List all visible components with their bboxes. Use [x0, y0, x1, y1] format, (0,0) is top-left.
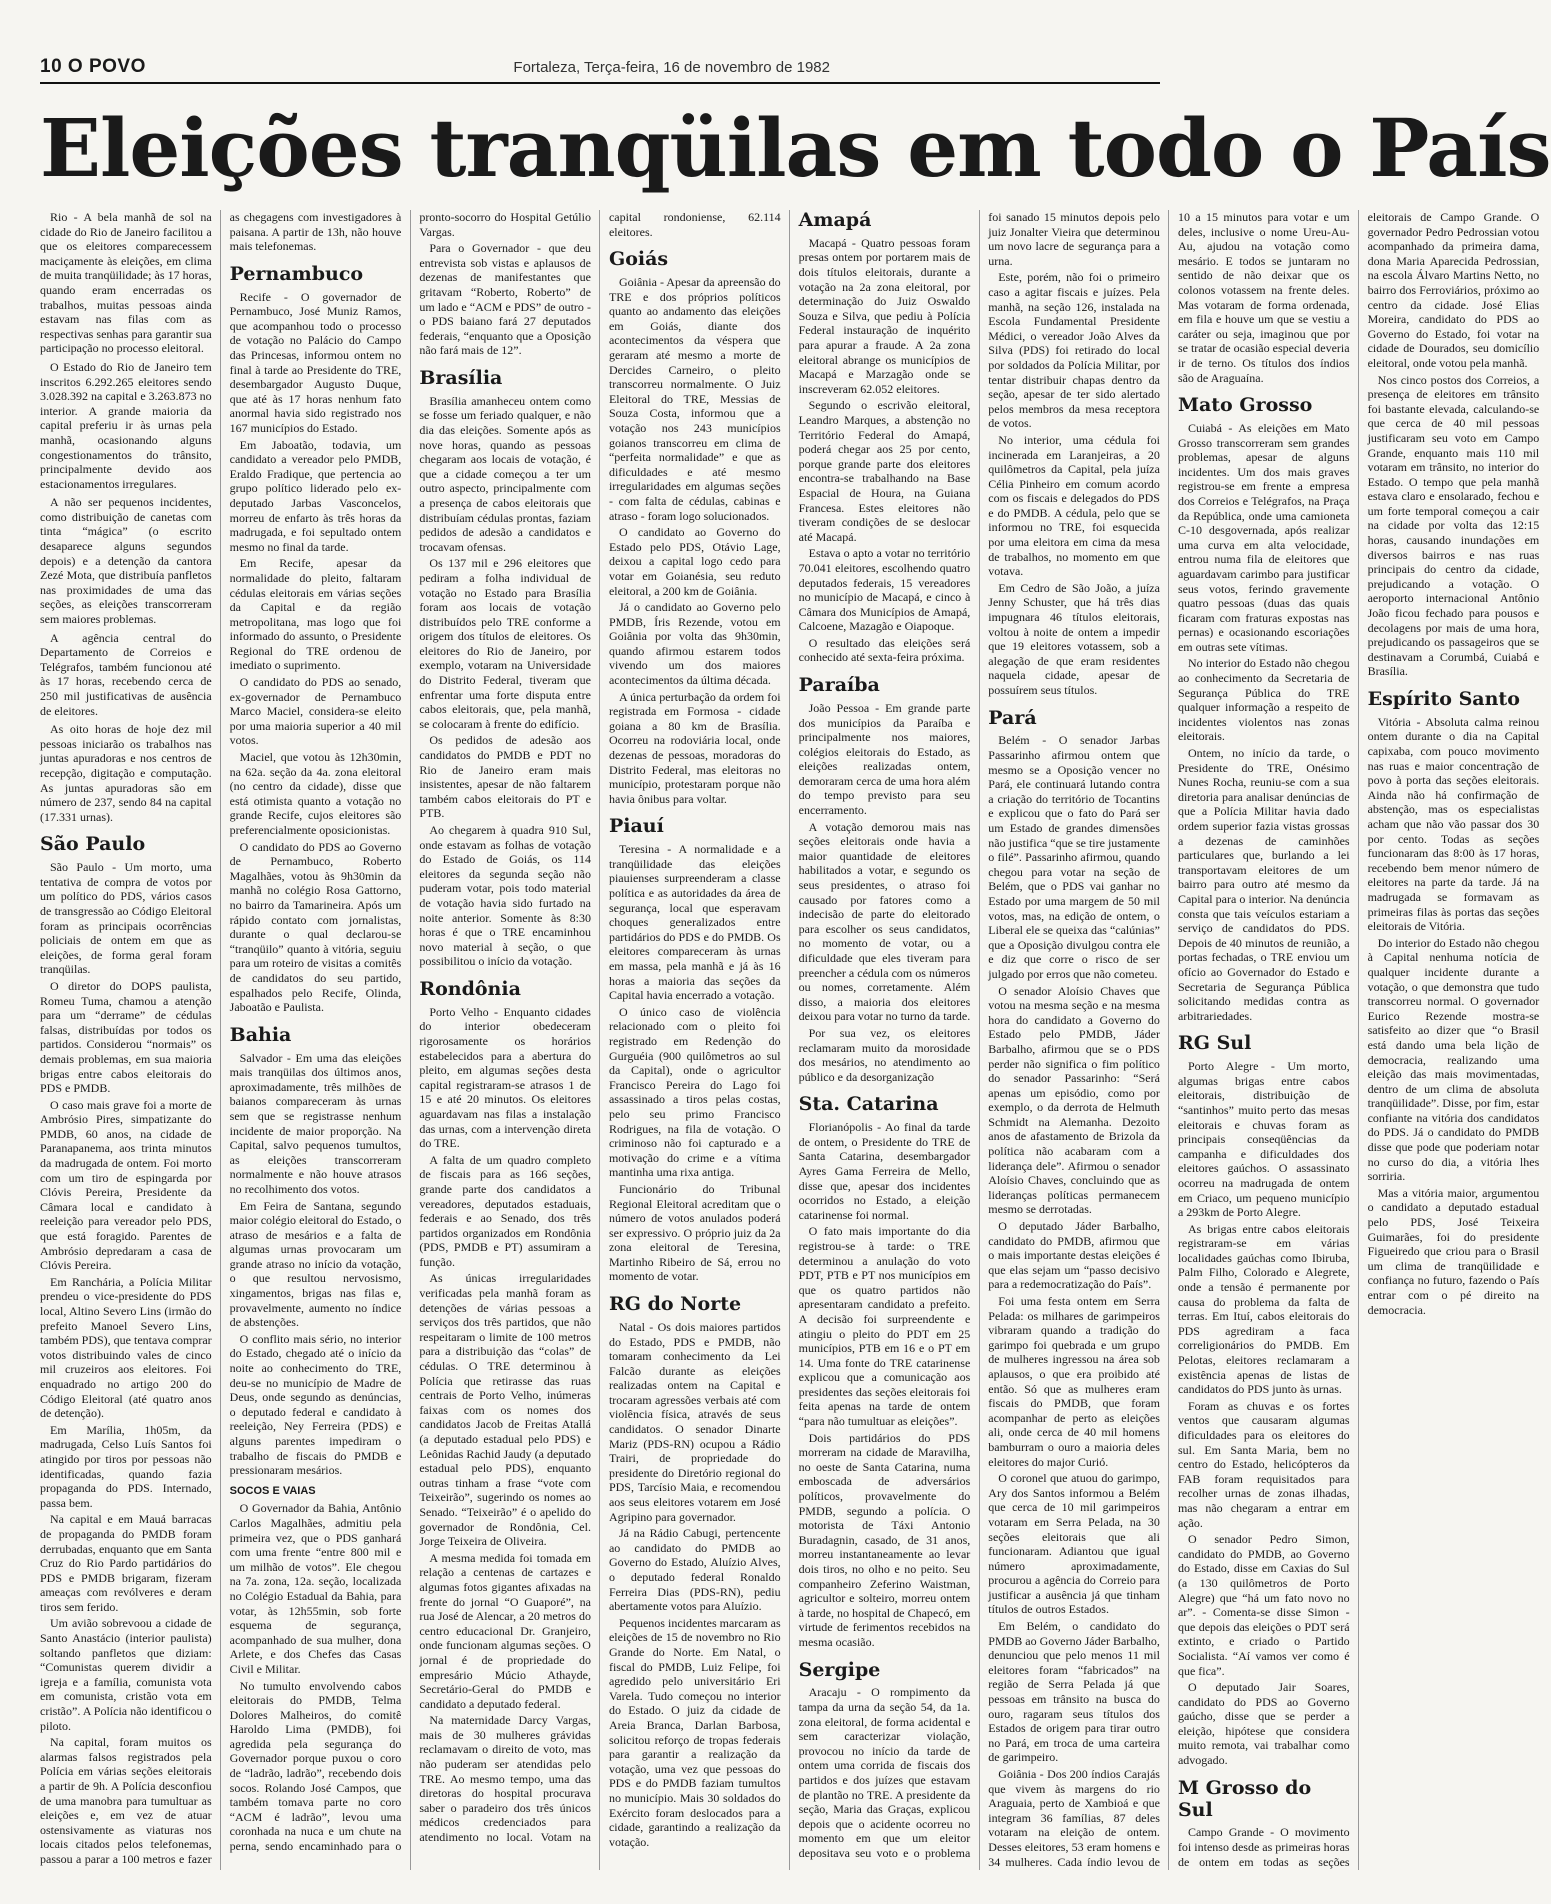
region-section: [1178, 395, 1350, 1023]
section-paragraph: No tumulto envolvendo cabos eleitorais do PMDB, Telma Dolores Malheiros, do comitê Haroldo Lima (PMDB), foi agredida pela segurança do Governador porque puxou o coro de “ladrão, ladrão”, recebendo dois socos. Rolando José Campos, que também tomava parte no coro “ACM é ladrão”, levou uma coronhada na nuca e um chute na perna, sendo encaminhado para o pronto-socorro do Hospital Getúlio Vargas.: [229, 210, 591, 1854]
section-paragraph: O diretor do DOPS paulista, Romeu Tuma, chamou a atenção para um “derrame” de cédulas falsas, distribuídas por todos os partidos. Considerou “normais” os demais problemas, em sua maioria brigas entre cabos eleitorais do PDS e PMDB.: [40, 978, 212, 1096]
section-paragraph: O único caso de violência relacionado com o pleito foi registrado em Redenção do Gurguéia (900 quilômetros ao sul da Capital), onde o agricultor Francisco Pereira do Lago foi assassinado a tiros pelas costas, pelo seu primo Francisco Rodrigues, na fila de votação. O criminoso não foi capturado e a motivação do crime e a vítima mantinha uma rixa antiga.: [608, 1004, 781, 1180]
section-paragraph: O caso mais grave foi a morte de Ambrósio Pires, simpatizante do PMDB, 60 anos, na cidade de Paranapanema, aos trinta minutos da madrugada de ontem. Foi morto com um tiro de espingarda por Clóvis Pereira, Presidente da Câmara local e candidato à reeleição para vereador pelo PDS, que está foragido. Parentes de Ambrósio depredaram a casa de Clóvis Pereira.: [40, 1097, 212, 1273]
section-paragraph: Cuiabá - As eleições em Mato Grosso transcorreram sem grandes problemas, apesar de alguns incidentes. Um dos mais graves registrou-se em frente a empresa dos Correios e Telégrafos, na Praça da República, onde uma camioneta C-10 desgovernada, após realizar uma curva em alta velocidade, entrou numa fila de eleitores que aguardavam carimbo para justificar seus votos, ferindo gravemente quatro pessoas (duas das quais ficaram com fraturas expostas nas pernas) e ocasionando escoriações em outras sete vítimas.: [1177, 420, 1350, 654]
region-section: [609, 816, 781, 1284]
section-heading: Sergipe: [798, 1658, 881, 1681]
section-paragraph: Por sua vez, os eleitores reclamaram muito da morosidade dos mesários, no atendimento ao público e da desorganização: [798, 1025, 971, 1084]
region-section: [799, 210, 971, 665]
section-heading: Espírito Santo: [1367, 688, 1520, 710]
section-paragraph: Florianópolis - Ao final da tarde de ontem, o Presidente do TRE de Santa Catarina, desembargador Ayres Gama Ferreira de Mello, disse que, apesar dos incidentes ocorridos no Estado, a eleição catarinense foi normal.: [798, 1120, 971, 1222]
section-paragraph: Recife - O governador de Pernambuco, José Muniz Ramos, que acompanhou todo o processo de votação no Palácio do Campo das Princesas, informou ontem no final à tarde ao Presidente do TRE, desembargador Augusto Duque, que até às 17 horas nenhum fato anormal havia sido registrado nos 167 municípios do Estado.: [229, 289, 402, 435]
section-paragraph: O fato mais importante do dia registrou-se à tarde: o TRE determinou a anulação do voto PDT, PTB e PT nos municípios em que os quatro partidos não apresentaram candidato a prefeito. A decisão foi surpreendente e atingiu o pleito do PDT em 25 municípios, PTB em 16 e o PT em 14. Uma fonte do TRE catarinense explicou que a comunicação aos presidentes das seções eleitorais foi feita apenas na tarde de ontem “para não tumultuar as eleições”.: [798, 1224, 971, 1429]
headline: Eleições tranqüilas em todo o País: [40, 101, 1551, 195]
section-paragraph: Goiânia - Apesar da apreensão do TRE e dos próprios políticos quanto ao andamento das eleições em Goiás, diante dos acontecimentos da véspera que geraram até mesmo a morte de Dercides Carneiro, o pleito transcorreu normalmente. O Juiz Eleitoral do TRE, Messias de Souza Costa, informou que a votação nos 243 municípios goianos transcorreu em clima de “perfeita normalidade” e que as dificuldades e até mesmo irregularidades em algumas seções - com falta de cédulas, cabinas e atraso - foram logo solucionados.: [608, 275, 781, 523]
section-paragraph: Em Recife, apesar da normalidade do pleito, faltaram cédulas eleitorais em várias seções da Capital e da região metropolitana, mas logo que foi informado do assunto, o Presidente Regional do TRE ordenou de imediato o suprimento.: [229, 556, 402, 673]
section-paragraph: O resultado das eleições será conhecido até sexta-feira próxima.: [798, 635, 971, 665]
section-paragraph: Teresina - A normalidade e a tranqüilidade das eleições piauienses surpreenderam a classe política e as autoridades da área de segurança, local que esperavam choques generalizados entre partidários do PDS e do PMDB. Os eleitores compareceram às urnas em massa, pela manhã e já às 16 horas a maioria das seções da Capital havia encerrado a votação.: [608, 842, 781, 1003]
section-paragraph: Já na Rádio Cabugi, pertencente ao candidato do PMDB ao Governo do Estado, Aluízio Alves, o deputado federal Ronaldo Ferreira Dias (PDS-RN), pediu abertamente votos para Aluízio.: [608, 1526, 781, 1614]
region-section: [609, 1294, 781, 1849]
section-paragraph: Foram as chuvas e os fortes ventos que causaram algumas dificuldades para os eleitores do sul. Em Santa Maria, bem no centro do Estado, helicópteros da FAB foram requisitados para recolher urnas de zonas ilhadas, mas não chegaram a entrar em ação.: [1177, 1398, 1350, 1530]
section-heading: RG do Norte: [608, 1293, 742, 1316]
section-heading: Pernambuco: [229, 262, 364, 285]
dateline: Fortaleza, Terça-feira, 16 de novembro de 1982: [513, 59, 830, 76]
section-paragraph: Do interior do Estado não chegou à Capital nenhuma notícia de qualquer incidente durante a votação, o que demonstra que tudo transcorreu normal. O governador Eurico Rezende mostra-se satisfeito ao dizer que “o Brasil está dando uma bela lição de democracia, realizando uma eleição das mais movimentadas, dentro de um clima de absoluta tranqüilidade”. Disse, por fim, estar confiante na vitória dos candidatos do PDS. Já o candidato do PMDB disse que pode que poderiam notar no curso do dia, a vitória lhes sorriria.: [1367, 935, 1540, 1184]
lead-paragraph: O Estado do Rio de Janeiro tem inscritos 6.292.265 eleitores sendo 3.028.392 na capital e 3.263.873 no interior. A grande maioria da capital preferiu ir às urnas pela manhã, ocasionando alguns congestionamentos do trânsito, principalmente devido aos estacionamentos irregulares.: [40, 359, 212, 491]
section-heading: M Grosso do Sul: [1177, 1776, 1312, 1821]
section-paragraph: Para o Governador - que deu entrevista sob vistas e aplausos de dezenas de manifestantes que gritavam “Roberto, Roberto” de um lado e “ACM e PDS” de outro - o PDS baiano fará 27 deputados federais, “enquanto que a Oposição não fará mais de 12”.: [419, 241, 591, 358]
masthead: [40, 56, 1160, 84]
region-section: [799, 1094, 971, 1649]
section-paragraph: Maciel, que votou às 12h30min, na 62a. seção da 4a. zona eleitoral (no centro da cidade), disse que está otimista quanto a votação no grande Recife, cujos eleitores são preferencialmente oposicionistas.: [229, 750, 402, 837]
lead-paragraph: Rio - A bela manhã de sol na cidade do Rio de Janeiro facilitou a que os eleitores comparecessem maciçamente às eleições, em clima de muita tranqüilidade; às 17 horas, quando eram encerradas os trabalhos, muitas pessoas ainda estavam nas filas com as respectivas senhas para garantir sua participação no processo eleitoral.: [40, 210, 212, 356]
section-paragraph: Belém - O senador Jarbas Passarinho afirmou ontem que mesmo se a Oposição vencer no Pará, ele continuará lutando contra a criação do território de Tocantins e explicou que o fato do Pará ser um Estado de grandes dimensões não justifica “que se tire justamente o filé”. Passarinho afirmou, quando chegou para votar na seção de Belém, que o PDS vai ganhar no Estado por uma margem de 50 mil votos, mas, na edição de ontem, o Liberal ele se queixa das “calúnias” que a Oposição divulgou contra ele e diz que corre o risco de ser julgado por erros que não cometeu.: [988, 733, 1160, 981]
section-paragraph: Em Feira de Santana, segundo maior colégio eleitoral do Estado, o atraso de mesários e a falta de algumas urnas provocaram um grande atraso no início da votação, o que resultou nervosismo, xingamentos, brigas nas filas e, provavelmente, aumento no índice de abstenções.: [229, 1198, 402, 1330]
section-paragraph: A única perturbação da ordem foi registrada em Formosa - cidade goiana a 80 km de Brasília. Ocorreu na rodoviária local, onde dezenas de pessoas, moradoras do Distrito Federal, mas eleitoras no município, protestaram porque não havia ônibus para voltar.: [608, 689, 781, 806]
section-paragraph: Pequenos incidentes marcaram as eleições de 15 de novembro no Rio Grande do Norte. Em Natal, o fiscal do PMDB, Luiz Felipe, foi agredido pelo universitário Eri Varela. Tudo começou no interior do Estado. O juiz da cidade de Areia Branca, Darlan Barbosa, solicitou reforço de tropas federais para garantir a realização da votação, uma vez que pessoas do PDS e do PMDB faziam tumultos no município. Mais 30 soldados do Exército foram deslocados para a cidade, garantindo a realização da votação.: [608, 1615, 781, 1849]
section-paragraph: As brigas entre cabos eleitorais registraram-se em várias localidades gaúchas como Ibiruba, Palm Filho, Colorado e Alegrete, onde a tensão é permanente por causa do problema da falta de terras. Em Ituí, cabos eleitorais do PDS agrediram a faca correligionários do PMDB. Em Pelotas, eleitores reclamaram a existência apenas de listas de candidatos do PDS junto às urnas.: [1177, 1221, 1350, 1397]
page-number: 10 O POVO: [40, 56, 146, 77]
region-section: [1178, 1033, 1350, 1767]
region-section: [799, 675, 971, 1084]
section-paragraph: Estava o apto a votar no território 70.041 eleitores, escolhendo quatro deputados federais, 15 vereadores no município de Macapá, e cinco à Câmara dos Municípios de Amapá, Calcoene, Mazagão e Oiapoque.: [798, 546, 971, 634]
section-paragraph: Segundo o escrivão eleitoral, Leandro Marques, a abstenção no Território Federal do Amapá, poderá chegar aos 25 por cento, porque grande parte dos eleitores encontra-se trabalhando na Base Espacial de Houra, na Guiana Francesa. Estes eleitores não tiveram condições de se deslocar até Macapá.: [798, 398, 971, 544]
section-paragraph: Na maternidade Darcy Vargas, mais de 30 mulheres grávidas reclamavam o direito de voto, mas não puderam ser atendidas pelo TRE. Ao mesmo tempo, uma das diretoras do hospital procurava saber o paradeiro dos três únicos médicos credenciados para atendimento no local. Votam na capital rondoniense, 62.114 eleitores.: [419, 210, 781, 1845]
section-paragraph: Funcionário do Tribunal Regional Eleitoral acreditam que o número de votos anulados poderá ser expressivo. O próprio juiz da 2a zona eleitoral de Teresina, Martinho Ribeiro de Sá, errou no momento de votar.: [608, 1181, 781, 1284]
section-paragraph: Em Jaboatão, todavia, um candidato a vereador pelo PMDB, Eraldo Fradique, que pertencia ao grupo político liderado pelo ex-deputado Jarbas Vasconcelos, morreu de enfarto às três horas da madrugada, e foi sepultado ontem mesmo no final da tarde.: [229, 437, 402, 554]
lead-paragraph: As oito horas de hoje dez mil pessoas iniciarão os trabalhos nas juntas apuradoras e nos centros de recepção, digitação e computação. As juntas apuradoras são em número de 237, sendo 84 na capital (17.331 urnas).: [40, 722, 212, 824]
section-paragraph: O candidato do PDS ao Governo de Pernambuco, Roberto Magalhães, votou às 9h30min da manhã no colégio Rosa Gattorno, no bairro da Tamarineira. Após um rápido contato com jornalistas, durante o qual declarou-se “tranqüilo” quanto à vitória, seguiu para um roteiro de visitas a comitês de candidatos do seu partido, espalhados pelo Recife, Olinda, Jaboatão e Paulista.: [229, 839, 402, 1015]
section-paragraph: A falta de um quadro completo de fiscais para as 166 seções, grande parte dos candidatos a vereadores, deputados estaduais, federais e ao Senado, dos três partidos organizados em Rondônia (PDS, PMDB e PT) assumiram a função.: [419, 1152, 591, 1269]
section-paragraph: Salvador - Em uma das eleições mais tranqüilas dos últimos anos, aproximadamente, três milhões de baianos compareceram às urnas sem que se registrasse nenhum incidente de maior proporção. Na Capital, salvo pequenos tumultos, as eleições transcorreram normalmente e não houve atrasos no recolhimento dos votos.: [229, 1050, 402, 1196]
section-paragraph: Mas a vitória maior, argumentou o candidato a deputado estadual pelo PDS, José Teixeira Guimarães, foi do presidente Figueiredo que criou para o Brasil um clima de tranqüilidade e confiança no futuro, fazendo o País entrar com o pé direito na democracia.: [1367, 1185, 1540, 1317]
section-heading: Goiás: [608, 248, 669, 271]
section-paragraph: A mesma medida foi tomada em relação a centenas de cartazes e algumas fotos gigantes afixadas na frente do jornal “O Guaporé”, na rua José de Alencar, a 20 metros do centro educacional Dr. Granjeiro, onde funcionam algumas seções. O jornal é de propriedade do empresário Múcio Athayde, Secretário-Geral do PMDB e candidato a deputado federal.: [419, 1550, 591, 1711]
section-paragraph: A votação demorou mais nas seções eleitorais onde havia a maior quantidade de eleitores habilitados a votar, e segundo os seus presidentes, o atraso foi causado por fatores como a indecisão de parte do eleitorado para escolher os seus candidatos, no momento de votar, ou a dificuldade que eles tiveram para preencher a cédula com os números ou nomes, corretamente. Além disso, a maioria dos eleitores deixou para votar no turno da tarde.: [798, 819, 971, 1024]
lead-paragraph: A não ser pequenos incidentes, como distribuição de canetas com tinta “mágica” (o escrito desaparece alguns segundos depois) e a detenção da cantora Zezé Mota, que distribuía panfletos nas proximidades de uma das seções, as eleições transcorreram sem maiores problemas.: [40, 495, 212, 627]
section-paragraph: Dois partidários do PDS morreram na cidade de Maravilha, no oeste de Santa Catarina, numa emboscada de adversários políticos, provavelmente do PMDB, segundo a polícia. O motorista de Táxi Antonio Buradagnin, casado, de 31 anos, morreu instantaneamente ao levar dois tiros, no olho e no peito. Seu companheiro Zeferino Waistman, agricultor e solteiro, morreu ontem à tarde, no hospital de Chapecó, em virtude de ferimentos recebidos na mesma ocasião.: [798, 1430, 971, 1649]
section-paragraph: Os pedidos de adesão aos candidatos do PMDB e PDT no Rio de Janeiro eram mais insistentes, apesar de não faltarem também cabos eleitorais do PT e PTB.: [419, 733, 591, 821]
section-paragraph: Em Cedro de São João, a juíza Jenny Schuster, que há três dias impugnara 46 títulos eleitorais, voltou à noite de ontem a impedir que 19 eleitores votassem, sob a alegação de que eram residentes naquela cidade, apesar de possuírem seus títulos.: [988, 580, 1160, 697]
section-paragraph: Porto Velho - Enquanto cidades do interior obedeceram rigorosamente os horários estabelecidos para a abertura do pleito, em algumas seções desta capital registraram-se atrasos 1 de 15 e até 20 minutos. Os eleitores aguardavam nas filas a instalação das urnas, com a intervenção direta do TRE.: [419, 1004, 591, 1151]
section-paragraph: Ao chegarem à quadra 910 Sul, onde estavam as folhas de votação do Estado de Goiás, os 114 eleitores da segunda seção não puderam votar, pois todo material de votação havia sido furtado na noite anterior. Somente às 8:30 horas é que o TRE encaminhou novo material à seção, o que possibilitou o início da votação.: [419, 823, 591, 969]
section-paragraph: Em Belém, o candidato do PMDB ao Governo Jáder Barbalho, denunciou que pelo menos 11 mil eleitores foram “fabricados” na região de Serra Pelada já que pessoas em trânsito na busca do ouro, ragaram seus títulos dos Estados de origem para tirar outro no Pará, em troca de uma carteira de garimpeiro.: [988, 1619, 1160, 1765]
section-paragraph: O senador Pedro Simon, candidato do PMDB, ao Governo do Estado, disse em Caxias do Sul (a 130 quilômetros de Porto Alegre) que “há um fato novo no ar”. - Comenta-se disse Simon - que depois das eleições o PDT será extinto, e criado o Partido Socialista. “Aí vamos ver como é que fica”.: [1177, 1532, 1350, 1678]
section-paragraph: As únicas irregularidades verificadas pela manhã foram as detenções de várias pessoas a serviços dos três partidos, que não respeitaram o limite de 100 metros para a distribuição das “colas” de cédulas. O TRE determinou à Polícia que retirasse das ruas centrais de Porto Velho, inúmeras faixas com os nomes dos candidatos Jacob de Freitas Atallá (a deputado estadual pelo PDS) e Leônidas Rachid Jaudy (a deputado estadual pelo PDS), enquanto outras tinham a frase “vote com Teixeirão”, sugerindo os nomes ao Senado. “Teixeirão” é o apelido do governador de Rondônia, Cel. Jorge Teixeira de Oliveira.: [419, 1271, 591, 1549]
section-heading: Brasília: [419, 366, 503, 389]
section-paragraph: Brasília amanheceu ontem como se fosse um feriado qualquer, e não dia das eleições. Somente após as nove horas, quando as pessoas chegaram aos locais de votação, é que a cidade começou a ter um outro aspecto, principalmente com a presença de cabos eleitorais que distribuíam cédulas prontas, faziam pedidos de adesão a candidatos e trocavam ofensas.: [419, 393, 591, 554]
section-heading: RG Sul: [1177, 1032, 1252, 1055]
section-heading: Pará: [988, 706, 1037, 729]
article-body: [40, 209, 1540, 1870]
section-heading: Mato Grosso: [1177, 394, 1313, 417]
section-paragraph: Foi uma festa ontem em Serra Pelada: os milhares de garimpeiros vibraram quando a tradição do garimpo foi quebrada e um grupo de mulheres ingressou na área sob aplausos, o que era proibido até então. Só que as mulheres eram fiscais do PMDB, que foram acompanhar de perto as eleições ali, onde cerca de 40 mil homens bamburram o ouro a maioria deles eleitores do major Curió.: [988, 1294, 1160, 1469]
section-paragraph: O conflito mais sério, no interior do Estado, chegado até o início da noite ao conhecimento do TRE, deu-se no município de Madre de Deus, onde segundo as denúncias, o deputado federal e candidato à reeleição, Ney Ferreira (PDS) e alguns parentes impediram o trabalho de fiscais do PMDB e pressionaram mesários.: [229, 1331, 402, 1478]
region-section: [419, 368, 591, 969]
section-paragraph: O candidato ao Governo do Estado pelo PDS, Otávio Lage, deixou a capital logo cedo para votar em Goianésia, seu reduto eleitoral, a 200 km de Goiânia.: [608, 525, 781, 598]
section-paragraph: O deputado Jair Soares, candidato do PDS ao Governo gaúcho, disse que se perder a eleição, hipótese que considera muito remota, vai trabalhar como advogado.: [1177, 1680, 1350, 1768]
section-paragraph: Os 137 mil e 296 eleitores que pediram a folha individual de votação no Estado para Brasília foram aos locais de votação distribuídos pelo TRE conforme a origem dos títulos de eleitores. Os eleitores do Rio de Janeiro, por exemplo, votaram na Universidade do Distrito Federal, tiveram que enfrentar uma forte disputa entre cabos eleitorais, que, pela manhã, se colocaram à frente do edifício.: [419, 556, 591, 731]
section-paragraph: No interior, uma cédula foi incinerada em Laranjeiras, a 20 quilômetros da Capital, pela juíza Célia Pinheiro em comum acordo com os fiscais e delegados do PDS e do PMDB. A cédula, pelo que se informou no TRE, foi esquecida por uma eleitora em cima da mesa de trabalhos, no momento em que votava.: [988, 432, 1160, 579]
section-paragraph: Vitória - Absoluta calma reinou ontem durante o dia na Capital capixaba, com pouco movimento nas ruas e maior concentração de povo à porta das seções eleitorais. Ainda não há confirmação de abstenção, mas os especialistas acham que não vão passar dos 30 por cento. Todas as seções funcionaram das 8:00 às 17 horas, recebendo bem menor número de eleitores na parte da tarde. Já na madrugada se formavam as primeiras filas às portas das seções eleitorais de Vitória.: [1367, 714, 1540, 934]
subsection-heading: SOCOS E VAIAS: [229, 1484, 316, 1497]
section-paragraph: São Paulo - Um morto, uma tentativa de compra de votos por um político do PDS, vários casos de transgressão ao Código Eleitoral foram as principais ocorrências policiais de ontem em que as eleições, de forma geral foram tranqüilas.: [40, 860, 212, 977]
section-paragraph: Macapá - Quatro pessoas foram presas ontem por portarem mais de dois títulos eleitorais, durante a votação na 2a zona eleitoral, por determinação do Juiz Oswaldo Souza e Silva, que pediu à Polícia Federal instauração de inquérito para apurar a fraude. A 2a zona eleitoral abrange os municípios de Macapá e Marzagão onde se inscreveram 62.052 eleitores.: [798, 235, 971, 396]
region-section: [609, 249, 781, 806]
section-paragraph: Em Marília, 1h05m, da madrugada, Celso Luís Santos foi atingido por tiros por pessoas não identificadas, quando fazia propaganda do PDS. Internado, passa bem.: [40, 1422, 212, 1510]
region-section: [1368, 689, 1540, 1317]
section-paragraph: Em Ranchária, a Polícia Militar prendeu o vice-presidente do PDS local, Altino Severo Lins (irmão do prefeito Manoel Severo Lins, também PDS), que tentava comprar votos distribuindo vales de cinco mil cruzeiros aos eleitores. Foi enquadrado no artigo 200 do Código Eleitoral (até quatro anos de detenção).: [40, 1274, 212, 1421]
section-paragraph: No interior do Estado não chegou ao conhecimento da Secretaria de Segurança Pública do TRE qualquer informação a respeito de incidentes violentos nas zonas eleitorais.: [1177, 656, 1350, 744]
section-heading: Rondônia: [419, 977, 521, 1000]
section-paragraph: Aracaju - O rompimento da tampa da urna da seção 54, da 1a. zona eleitoral, de forma acidental e sem caracterizar violação, provocou no início da tarde de ontem uma corrida de fiscais dos partidos e dos juízes que estavam de plantão no TRE. A presidente da seção, Maria das Graças, explicou depois que o acidente ocorreu no momento em que um eleitor depositava seu voto e o problema foi sanado 15 minutos depois pelo juiz Jonalter Vieira que determinou um novo lacre de segurança para a urna.: [798, 210, 1160, 1860]
section-heading: Bahia: [229, 1023, 292, 1046]
section-paragraph: O deputado Jáder Barbalho, candidato do PMDB, afirmou que o mais importante destas eleições é que elas sejam um “passo decisivo para a redemocratização do País”.: [988, 1219, 1160, 1292]
section-heading: São Paulo: [40, 833, 146, 856]
section-paragraph: João Pessoa - Em grande parte dos municípios da Paraíba e principalmente nos maiores, colégios eleitorais do Estado, as eleições realizadas ontem, demoraram cerca de uma hora além do tempo previsto para seu encerramento.: [798, 700, 971, 818]
section-paragraph: O coronel que atuou do garimpo, Ary dos Santos informou a Belém que cerca de 10 mil garimpeiros votaram em Serra Pelada, na 30 seções eleitorais que ali funcionaram. Adiantou que igual número aproximadamente, procurou a agência do Correio para justificar a ausência já que tinham títulos de outros Estados.: [988, 1471, 1160, 1617]
section-heading: Sta. Catarina: [798, 1093, 939, 1116]
section-paragraph: Na capital e em Mauá barracas de propaganda do PMDB foram derrubadas, enquanto que em Santa Cruz do Rio Pardo partidários do PDS e PMDB brigaram, fizeram ameaças com revólveres e deram tiros sem ferido.: [40, 1512, 212, 1614]
section-paragraph: Porto Alegre - Um morto, algumas brigas entre cabos eleitorais, distribuição de “santinhos” muito perto das mesas eleitorais e chuvas foram as principais conseqüências da campanha e dificuldades dos eleitores gaúchos. O assassinato ocorreu na madrugada de ontem em Criaco, um pequeno município a 293km de Porto Alegre.: [1177, 1059, 1350, 1220]
section-paragraph: Na capital, foram muitos os alarmas falsos registrados pela Polícia em várias seções eleitorais a partir de 9h. A Polícia desconfiou de uma manobra para tumultuar as eleições e, em vez de atuar ostensivamente as viaturas nos locais citados pelos telefonemas, passou a parar a 100 metros e fazer as chegagens com investigadores à paisana. A partir de 13h, não houve mais telefonemas.: [40, 210, 402, 1866]
section-paragraph: Goiânia - Dos 200 índios Carajás que vivem às margens do rio Araguaia, perto de Xambioá e que integram 36 famílias, 87 deles votaram na eleição de ontem. Desses eleitores, 53 eram homens e 34 mulheres. Cada índio levou de 10 a 15 minutos para votar e um deles, inclusive o nome Ureu-Au-Au, ajudou na votação como mesário. E todos se juntaram no sentido de não deixar que os colonos votassem na frente deles. Mas votaram de forma ordenada, em fila e houve um que se vestiu a caráter ou seja, imaginou que por se tratar de ocasião especial deveria ir de terno. Os títulos dos índios são de Araguaína.: [988, 210, 1350, 1869]
section-paragraph: Campo Grande - O movimento foi intenso desde as primeiras horas de ontem em todas as seções eleitorais de Campo Grande. O governador Pedro Pedrossian votou acompanhado da primeira dama, dona Maria Aparecida Pedrossian, na escola Álvaro Martins Netto, no bairro dos Ferroviários, próximo ao centro da cidade. José Elias Moreira, candidato do PDS ao Governo do Estado, foi votar na cidade de Dourados, seu domicílio eleitoral, onde votou pela manhã.: [1177, 210, 1540, 1869]
section-paragraph: Este, porém, não foi o primeiro caso a agitar fiscais e juízes. Pela manhã, na seção 126, instalada na Escola Fundamental Presidente Médici, o vereador João Alves da Silva (PDS) foi retirado do local por soldados da Polícia Militar, por tentar distribuir chapas dentro da seção, apesar de ter sido alertado pelos membros da mesa receptora de votos.: [988, 270, 1160, 431]
section-heading: Piauí: [608, 815, 664, 838]
section-paragraph: Natal - Os dois maiores partidos do Estado, PDS e PMDB, não tomaram conhecimento da Lei Falcão durante as eleições realizadas ontem na Capital e trocaram agressões verbais até com violência física, através de seus candidatos. O senador Dinarte Mariz (PDS-RN) ocupou a Rádio Trairi, de propriedade do presidente do Diretório regional do PDS, Tarcísio Maia, e recomendou aos seus eleitores votarem em José Agripino para governador.: [608, 1319, 781, 1524]
section-paragraph: O candidato do PDS ao senado, ex-governador de Pernambuco Marco Maciel, considera-se eleito por uma maioria superior a 40 mil votos.: [229, 675, 402, 748]
section-paragraph: Um avião sobrevoou a cidade de Santo Anastácio (interior paulista) soltando panfletos que diziam: “Comunistas querem dividir a igreja e a família, comunista vota em comunista, cristão vota em cristão”. A Polícia não identificou o piloto.: [40, 1616, 212, 1733]
region-section: [230, 264, 402, 1015]
lead-paragraph: A agência central do Departamento de Correios e Telégrafos, também funcionou até às 17 horas, recebendo cerca de 250 mil justificativas de ausência de eleitores.: [40, 630, 212, 718]
section-paragraph: Nos cinco postos dos Correios, a presença de eleitores em trânsito foi bastante elevada, calculando-se que cerca de 40 mil pessoas justificaram seu voto em Campo Grande, enquanto mais 110 mil votaram em trânsito, no interior do Estado. O tempo que pela manhã estava claro e ensolarado, fechou e um forte temporal começou a cair na cidade por volta das 12:15 horas, causando inundações em diversos bairros e nas ruas principais do centro da cidade, prejudicando a votação. O aeroporto internacional Antônio João ficou fechado para pousos e decolagens por mais de uma hora, prejudicando os passageiros que se destinavam a Corumbá, Cuiabá e Brasília.: [1367, 372, 1540, 679]
section-paragraph: Ontem, no início da tarde, o Presidente do TRE, Onésimo Nunes Rocha, reuniu-se com a sua diretoria para analisar denúncias de que a Polícia Militar havia dado ordem superior fazia vistas grossas a dezenas de caminhões particulares que, burlando a lei transportavam eleitores de um bairro para outro até mesmo da Capital para o interior. Na denúncia consta que tais veículos estariam a serviço de candidatos do PDS. Depois de 40 minutos de reunião, a portas fechadas, o TRE enviou um ofício ao Governador do Estado e Secretaria de Segurança Pública solicitando medidas contra as arbitrariedades.: [1177, 746, 1350, 1023]
section-paragraph: O Governador da Bahia, Antônio Carlos Magalhães, admitiu pela primeira vez, que o PDS ganhará com uma frente “entre 800 mil e um milhão de votos”. Ele chegou na 7a. zona, 12a. seção, localizada no Colégio Estadual da Bahia, para votar, às 12h55min, sob forte esquema de segurança, acompanhado de sua mulher, dona Arlete, e dos Chefes das Casas Civil e Militar.: [229, 1501, 402, 1676]
section-heading: Paraíba: [798, 674, 880, 697]
section-paragraph: Já o candidato ao Governo pelo PMDB, Íris Rezende, votou em Goiânia por volta das 9h30min, quando afirmou estarem todos vivendo um dos maiores acontecimentos da última década.: [608, 600, 781, 688]
section-heading: Amapá: [798, 209, 872, 231]
section-paragraph: O senador Aloísio Chaves que votou na mesma seção e na mesma hora do candidato a Governo do Estado pelo PMDB, Jáder Barbalho, afirmou que se o PDS perder não significa o fim político do senador Passarinho: “Será apenas um episódio, como por exemplo, o da derrota de Helmuth Schmidt na Alemanha. Dezoito anos de afastamento de Brizola da política não acabaram com a liderança dele”. Afirmou o senador Aloísio Chaves, concluindo que as lideranças políticas permanecem mesmo se derrotadas.: [988, 983, 1160, 1217]
